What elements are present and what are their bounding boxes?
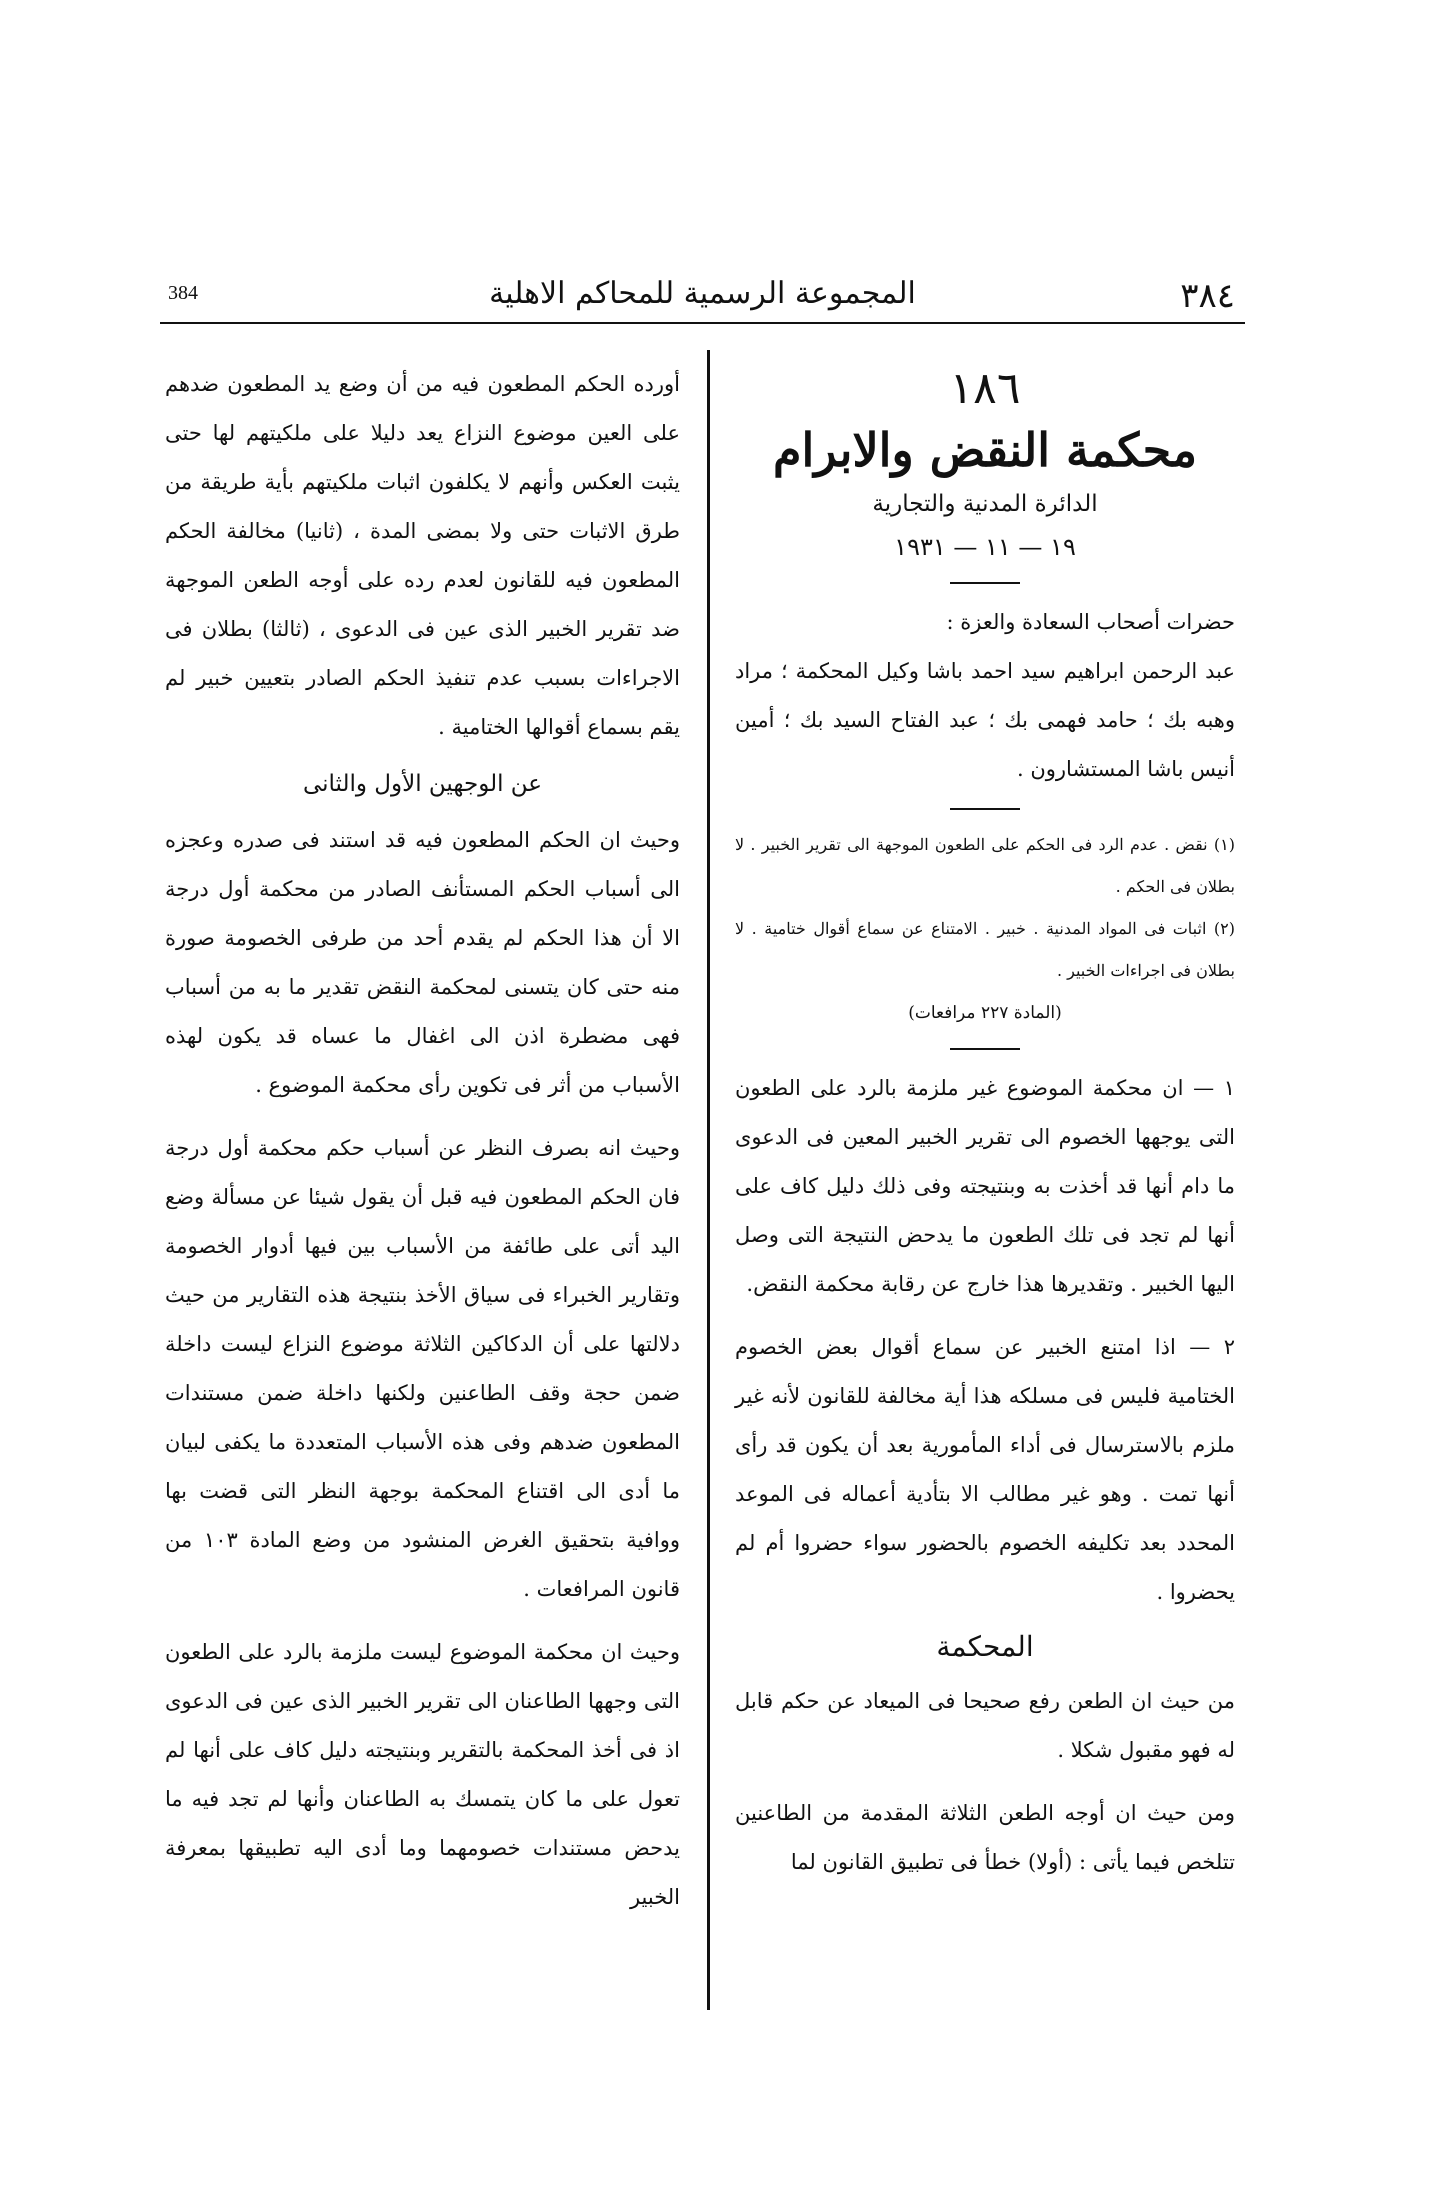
circuit-name: الدائرة المدنية والتجارية (872, 491, 1098, 517)
column-divider (707, 350, 710, 2010)
page-header (160, 270, 1245, 324)
court-name: محكمة النقض والابرام (773, 423, 1197, 477)
judges-intro: حضرات أصحاب السعادة والعزة : (946, 610, 1235, 634)
paragraph-1: أورده الحكم المطعون فيه من أن وضع يد المطعون ضدهم على العين موضوع النزاع يعد دليلا على ملكيتهم لها حتى يثبت العكس وأنهم لا يكلفون اثبات ملكيتهم بأية طريقة من طرق الاثبات حتى ولا بمضى المدة ، (ثانيا) مخالفة الحكم المطعون فيه للقانون لعدم رده على أوجه الطعن الموجهة ضد تقرير الخبير الذى عين فى الدعوى ، (ثالثا) بطلان فى الاجراءات بسبب عدم تنفيذ الحكم الصادر بتعيين خبير لم يقم بسماع أقوالها الختامية . (165, 372, 680, 739)
ruling-paragraph-1: من حيث ان الطعن رفع صحيحا فى الميعاد عن حكم قابل له فهو مقبول شكلا . (735, 1689, 1235, 1762)
paragraph-3: وحيث انه بصرف النظر عن أسباب حكم محكمة أول درجة فان الحكم المطعون فيه قبل أن يقول شيئا عن مسألة وضع اليد أتى على طائفة من الأسباب بين فيها أدوار الخصومة وتقارير الخبراء فى سياق الأخذ بنتيجة هذه التقارير من حيث دلالتها على أن الدكاكين الثلاثة موضوع النزاع ليست داخلة ضمن حجة وقف الطاعنين ولكنها داخلة ضمن مستندات المطعون ضدهم وفى هذه الأسباب المتعددة ما يكفى لبيان ما أدى الى اقتناع المحكمة بوجهة النظر التى قضت بها ووافية بتحقيق الغرض المنشود من وضع المادة ١٠٣ من قانون المرافعات . (165, 1136, 680, 1601)
divider (950, 1048, 1020, 1050)
court-section-heading: المحكمة (936, 1630, 1034, 1663)
divider (950, 582, 1020, 584)
page-number-arabic: ٣٨٤ (1180, 276, 1235, 316)
paragraph-4: وحيث ان محكمة الموضوع ليست ملزمة بالرد على الطعون التى وجهها الطاعنان الى تقرير الخبير الذى عين فى الدعوى اذ فى أخذ المحكمة بالتقرير وبنتيجته دليل كاف على أنها لم تعول على ما كان يتمسك به الطاعنان وأنها لم تجد فيه ما يدحض مستندات خصومهما وما أدى اليه تطبيقها بمعرفة الخبير (165, 1640, 680, 1909)
article-reference: (المادة ٢٢٧ مرافعات) (908, 1003, 1062, 1023)
headnote-2: (٢) اثبات فى المواد المدنية . خبير . الامتناع عن سماع أقوال ختامية . لا بطلان فى اجراءات الخبير . (735, 919, 1235, 980)
right-column (735, 360, 1235, 1887)
left-column (165, 360, 680, 1922)
ruling-paragraph-2: ومن حيث ان أوجه الطعن الثلاثة المقدمة من الطاعنين تتلخص فيما يأتى : (أولا) خطأ فى تطبيق القانون لما (735, 1801, 1235, 1874)
principle-2: ٢ — اذا امتنع الخبير عن سماع أقوال بعض الخصوم الختامية فليس فى مسلكه هذا أية مخالفة للقانون لأنه غير ملزم بالاسترسال فى أداء المأمورية بعد أن يكون قد رأى أنها تمت . وهو غير مطالب الا بتأدية أعماله فى الموعد المحدد بعد تكليفه الخصوم بالحضور سواء حضروا أم لم يحضروا . (735, 1335, 1235, 1604)
case-date: ١٩ — ١١ — ١٩٣١ (894, 533, 1076, 561)
principle-1: ١ — ان محكمة الموضوع غير ملزمة بالرد على الطعون التى يوجهها الخصوم الى تقرير الخبير المعين فى الدعوى ما دام أنها قد أخذت به وبنتيجته وفى ذلك دليل كاف على أنها لم تجد فى تلك الطعون ما يدحض النتيجة التى وصل اليها الخبير . وتقديرها هذا خارج عن رقابة محكمة النقض. (735, 1076, 1235, 1296)
divider (950, 808, 1020, 810)
page-number-latin: 384 (168, 282, 198, 304)
subheading: عن الوجهين الأول والثانى (302, 771, 543, 797)
running-title: المجموعة الرسمية للمحاكم الاهلية (489, 276, 916, 311)
paragraph-2: وحيث ان الحكم المطعون فيه قد استند فى صدره وعجزه الى أسباب الحكم المستأنف الصادر من محكمة أول درجة الا أن هذا الحكم لم يقدم أحد من طرفى الخصومة صورة منه حتى كان يتسنى لمحكمة النقض تقدير ما به من أسباب فهى مضطرة اذن الى اغفال ما عساه قد يكون لهذه الأسباب من أثر فى تكوين رأى محكمة الموضوع . (165, 828, 680, 1097)
case-number: ١٨٦ (949, 363, 1021, 414)
judges-list: عبد الرحمن ابراهيم سيد احمد باشا وكيل المحكمة ؛ مراد وهبه بك ؛ حامد فهمى بك ؛ عبد الفتاح السيد بك ؛ أمين أنيس باشا المستشارون . (735, 659, 1235, 781)
headnote-1: (١) نقض . عدم الرد فى الحكم على الطعون الموجهة الى تقرير الخبير . لا بطلان فى الحكم . (735, 835, 1235, 896)
